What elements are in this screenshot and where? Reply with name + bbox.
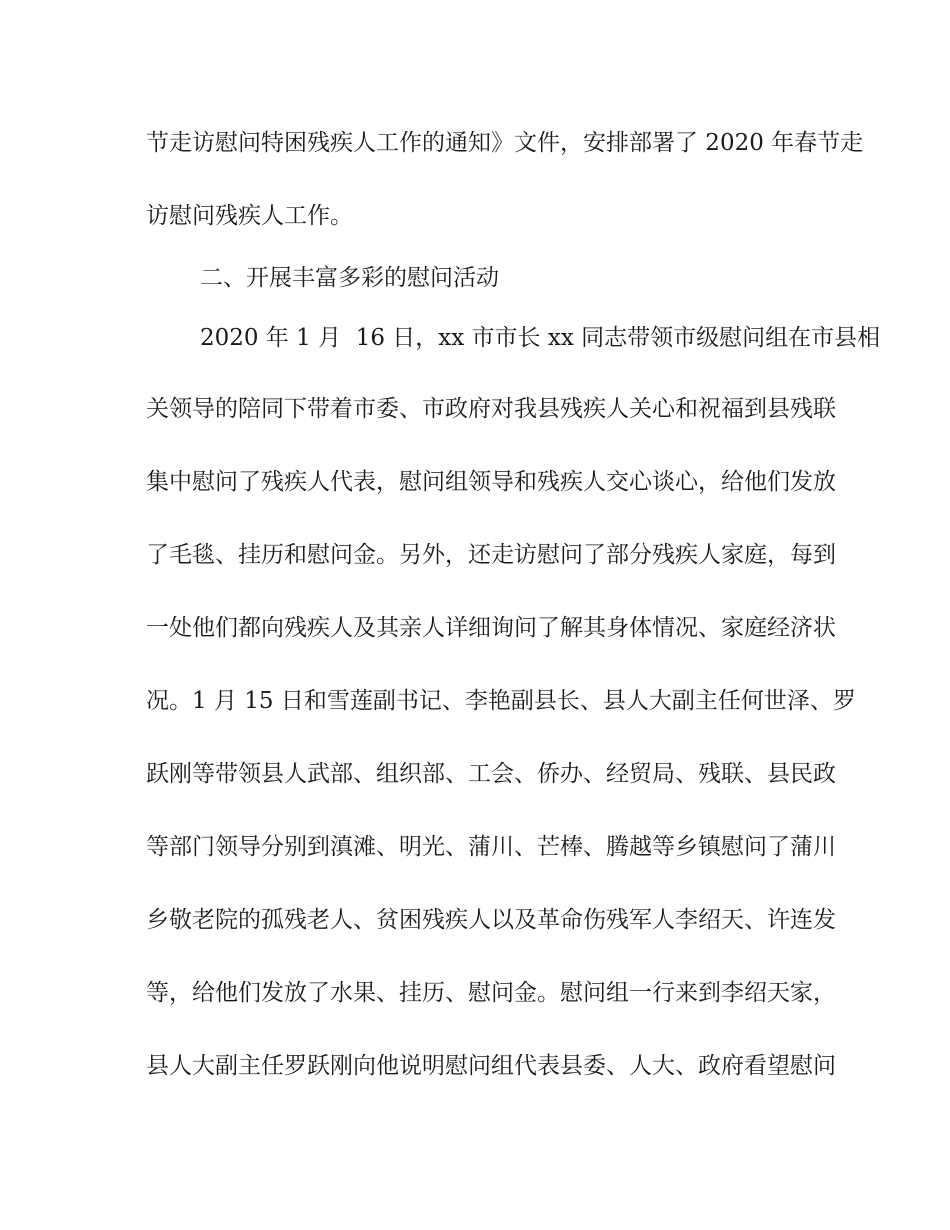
paragraph-first-line: 2020 年 1 月 16 日，xx 市市长 xx 同志带领市级慰问组在市县相 bbox=[200, 325, 881, 351]
body-text-line-7: 了毛毯、挂历和慰问金。另外，还走访慰问了部分残疾人家庭，每到 bbox=[146, 542, 836, 568]
body-text-line-11: 等部门领导分别到滇滩、明光、蒲川、芒棒、腾越等乡镇慰问了蒲川 bbox=[146, 834, 836, 860]
body-text-line-9: 况。1 月 15 日和雪莲副书记、李艳副县长、县人大副主任何世泽、罗 bbox=[146, 688, 856, 714]
body-text-line-10: 跃刚等带领县人武部、组织部、工会、侨办、经贸局、残联、县民政 bbox=[146, 761, 836, 787]
body-text-line-5: 关领导的陪同下带着市委、市政府对我县残疾人关心和祝福到县残联 bbox=[146, 396, 836, 422]
body-text-line-6: 集中慰问了残疾人代表，慰问组领导和残疾人交心谈心，给他们发放 bbox=[146, 469, 836, 495]
body-text-line-1: 节走访慰问特困残疾人工作的通知》文件，安排部署了 2020 年春节走 bbox=[146, 130, 864, 156]
body-text-line-12: 乡敬老院的孤残老人、贫困残疾人以及革命伤残军人李绍天、许连发 bbox=[146, 907, 836, 933]
body-text-line-14: 县人大副主任罗跃刚向他说明慰问组代表县委、人大、政府看望慰问 bbox=[146, 1053, 836, 1079]
body-text-line-2: 访慰问残疾人工作。 bbox=[146, 203, 353, 229]
section-heading: 二、开展丰富多彩的慰问活动 bbox=[200, 265, 499, 291]
body-text-line-13: 等，给他们发放了水果、挂历、慰问金。慰问组一行来到李绍天家， bbox=[146, 980, 836, 1006]
body-text-line-8: 一处他们都向残疾人及其亲人详细询问了解其身体情况、家庭经济状 bbox=[146, 615, 836, 641]
